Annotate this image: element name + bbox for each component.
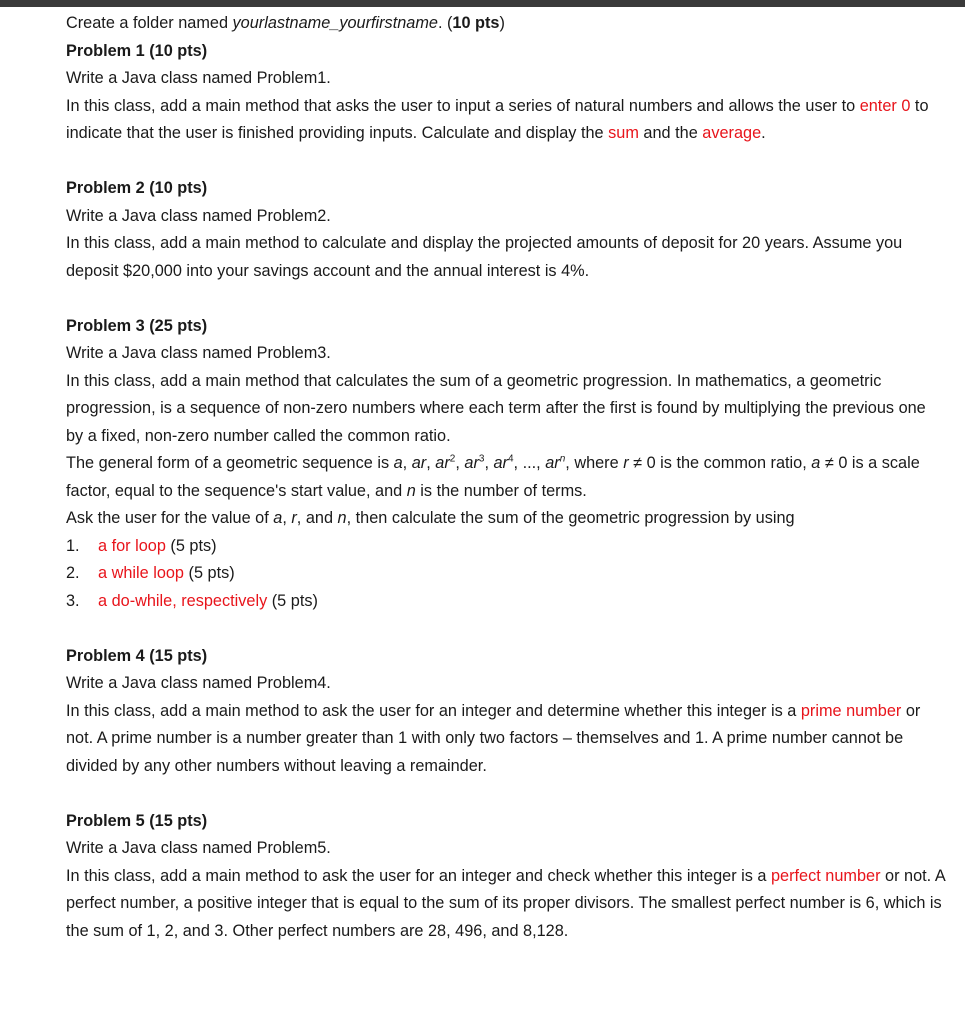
problem3-class-line: Write a Java class named Problem3. <box>66 344 331 362</box>
problem5-class-line: Write a Java class named Problem5. <box>66 839 331 857</box>
list-item: 3. a do-while, respectively (5 pts) <box>66 591 318 610</box>
problem4-heading: Problem 4 (15 pts) <box>66 646 208 665</box>
list-item: 2. a while loop (5 pts) <box>66 564 235 582</box>
list-item: 1. a for loop (5 pts) <box>66 536 217 555</box>
problem2-heading: Problem 2 (10 pts) <box>66 179 208 197</box>
problem3-heading: Problem 3 (25 pts) <box>66 316 208 335</box>
problem4-class-line: Write a Java class named Problem4. <box>66 674 331 692</box>
problem3-description: In this class, add a main method that calculates the sum of a geometric progression. In mathematics, a geometric progression, is a sequence of non-zero numbers where each term after the first is found by multiplying the previous one by a fixed, non-zero number called the common ratio. <box>66 371 926 445</box>
spacer <box>66 615 946 643</box>
problem5-description: In this class, add a main method to ask the user for an integer and check whether this integer is a perfect number or not. A perfect number, a positive integer that is equal to the sum of its proper divisors. The smallest perfect number is 6, which is the sum of 1, 2, and 3. Other perfect numbers are 28, 496, and 8,128. <box>66 866 945 940</box>
problem2-class-line: Write a Java class named Problem2. <box>66 206 331 225</box>
intro-line: Create a folder named yourlastname_yourfirstname. (10 pts) <box>66 14 505 32</box>
problem3-ask-line: Ask the user for the value of a, r, and n, then calculate the sum of the geometric progression by using <box>66 509 795 527</box>
problem2-description: In this class, add a main method to calculate and display the projected amounts of deposit for 20 years. Assume you deposit $20,000 into your savings account and the annual interest is 4%. <box>66 234 903 280</box>
spacer <box>66 285 946 313</box>
spacer <box>66 780 946 808</box>
problem3-general-form: The general form of a geometric sequence is a, ar, $ar^2$, $ar^3$, $ar^4$, ..., $ar^n$, where r ≠ 0 is the common ratio, a ≠ 0 is a scale factor, equal to the sequence's start value, and n is the number of terms. <box>66 453 920 500</box>
problem1-description: In this class, add a main method that asks the user to input a series of natural numbers and allows the user to enter 0 to indicate that the user is finished providing inputs. Calculate and display the sum and the average. <box>66 96 929 142</box>
problem4-description: In this class, add a main method to ask the user for an integer and determine whether this integer is a prime number or not. A prime number is a number greater than 1 with only two factors – themselves and 1. A prime number cannot be divided by any other numbers without leaving a remainder. <box>66 701 921 775</box>
spacer <box>66 148 946 176</box>
window-top-bar <box>0 0 965 7</box>
problem3-loop-list <box>66 533 946 616</box>
folder-name: yourlastname_yourfirstname <box>232 14 438 32</box>
assignment-document <box>66 10 946 945</box>
problem1-class-line: Write a Java class named Problem1. <box>66 69 331 87</box>
problem1-heading: Problem 1 (10 pts) <box>66 41 208 60</box>
problem5-heading: Problem 5 (15 pts) <box>66 811 208 830</box>
